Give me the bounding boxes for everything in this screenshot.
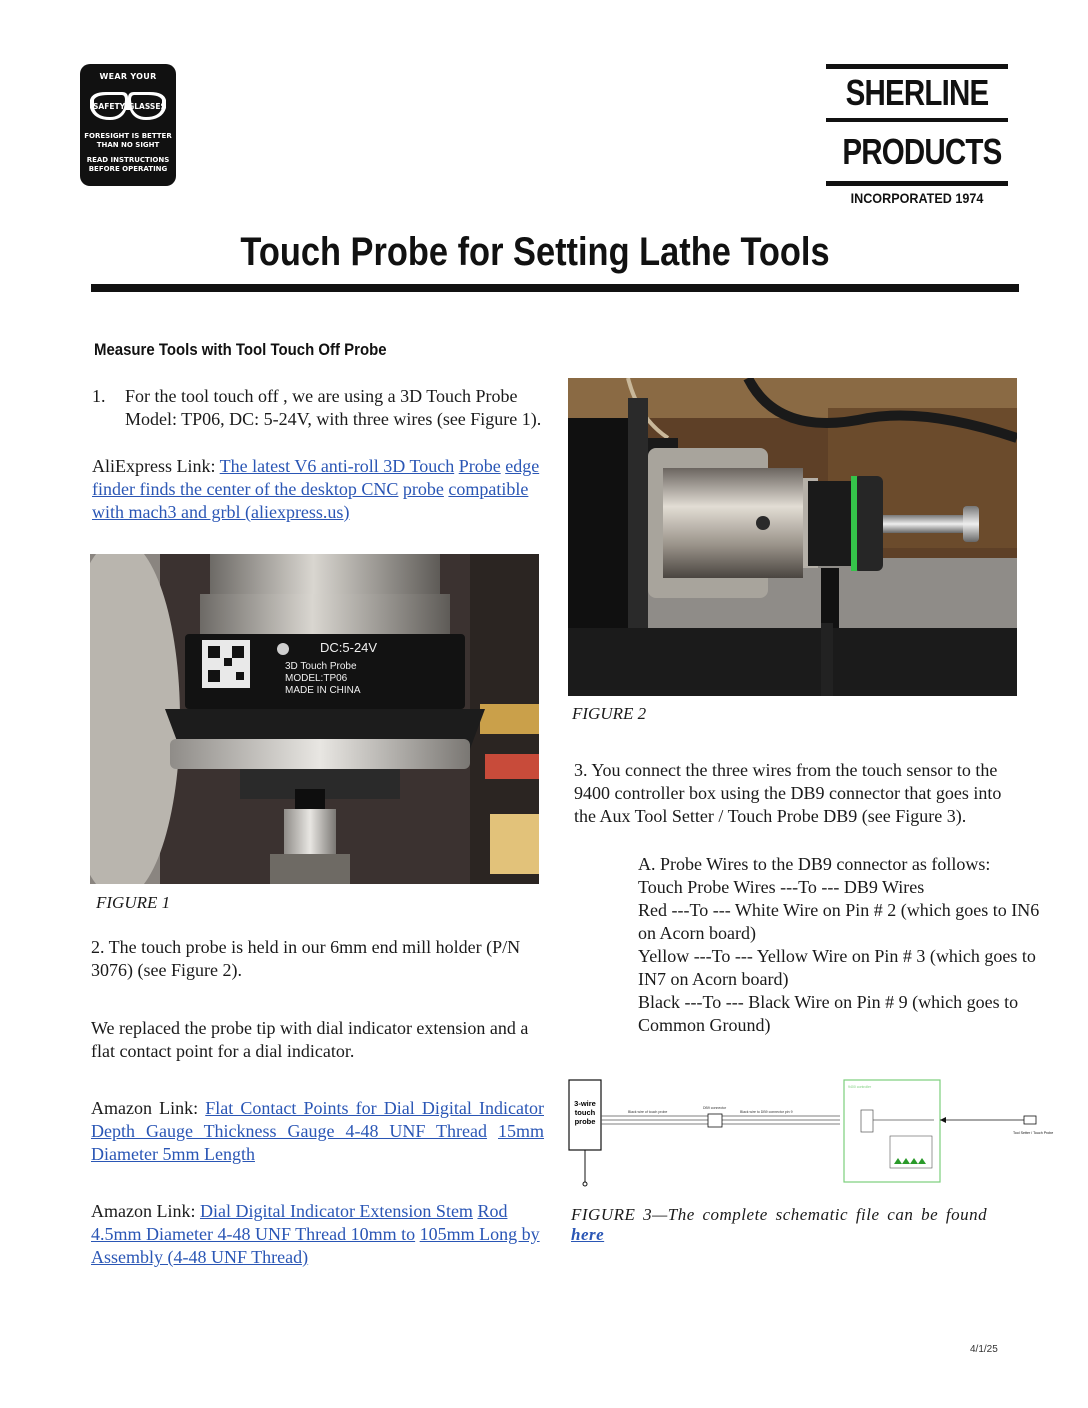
amazon1-link-contact-points[interactable]: Flat Contact Points for Dial Digital Indicator [205, 1098, 544, 1118]
svg-text:Black wire to DB9 connector pi: Black wire to DB9 connector pin 9 [740, 1110, 793, 1114]
fig1-label-probe: 3D Touch Probe [285, 661, 357, 672]
sherline-logo [826, 64, 1008, 186]
figure3-here-link[interactable]: here [571, 1225, 605, 1244]
figure2-photo [568, 378, 1017, 696]
amazon1-link-depth-gauge[interactable]: Depth Gauge Thickness Gauge 4-48 UNF Thread [91, 1121, 488, 1141]
step3-line-black: Black ---To --- Black Wire on Pin # 9 (which goes to Common Ground) [638, 992, 1019, 1035]
title-rule [91, 284, 1019, 292]
amazon1-prefix: Amazon Link: [91, 1098, 206, 1118]
logo-bar-mid [826, 118, 1008, 122]
step3-line-a: A. Probe Wires to the DB9 connector as follows: [638, 854, 991, 874]
fig1-label-dc: DC:5-24V [320, 640, 378, 655]
badge-read-line1: READ INSTRUCTIONS [86, 156, 170, 164]
step3-line-yellow: Yellow ---To --- Yellow Wire on Pin # 3 (which goes to IN7 on Acorn board) [638, 946, 1036, 989]
safety-glasses-badge [80, 64, 176, 186]
badge-read-instructions [80, 156, 176, 174]
step1-number: 1. [92, 386, 106, 406]
badge-foresight-line1: FORESIGHT IS BETTER [84, 132, 172, 140]
figure3-caption [571, 1205, 1003, 1245]
figure3-schematic [568, 1076, 1058, 1190]
badge-read-line2: BEFORE OPERATING [88, 165, 168, 173]
fig1-label-made: MADE IN CHINA [285, 685, 361, 696]
amazon-link-paragraph-2 [91, 1200, 545, 1269]
lathe-probe-mounted-image [568, 378, 1017, 696]
replaced-text: We replaced the probe tip with dial indicator extension and a flat contact point for a dial indicator. [91, 1018, 529, 1061]
aliexpress-link-finder[interactable]: edge finder finds the center of the desktop CNC [92, 456, 540, 499]
schematic-right-label: Tool Setter / Touch Probe [1013, 1131, 1054, 1135]
aliexpress-link-probe[interactable]: Probe [458, 456, 501, 476]
step1-text: For the tool touch off , we are using a 3D Touch Probe Model: TP06, DC: 5-24V, with three wires (see Figure 1). [125, 386, 542, 429]
wiring-schematic-image [568, 1076, 1058, 1190]
amazon2-prefix: Amazon Link: [91, 1201, 200, 1221]
badge-glasses-text: GLASSES [128, 102, 166, 111]
aliexpress-paragraph [92, 455, 542, 524]
figure2-caption: FIGURE 2 [572, 704, 647, 723]
aliexpress-link-compat[interactable]: compatible with mach3 and grbl (aliexpress.us) [92, 479, 529, 522]
step3-line-red: Red ---To --- White Wire on Pin # 2 (which goes to IN6 on Acorn board) [638, 900, 1040, 943]
badge-foresight [80, 132, 176, 150]
figure3-caption-text: FIGURE 3—The complete schematic file can be found [571, 1205, 988, 1224]
safety-glasses-icon [86, 86, 170, 126]
fig1-label-model: MODEL:TP06 [285, 673, 348, 684]
step3-wire-list [638, 853, 1060, 1037]
badge-safety-text: SAFETY [93, 102, 125, 111]
amazon2-link-assembly[interactable]: 105mm Long by Assembly (4-48 UNF Thread) [91, 1224, 540, 1267]
figure1-photo [90, 554, 539, 884]
aliexpress-link[interactable]: The latest V6 anti-roll 3D Touch [219, 456, 455, 476]
svg-text:Black wire of touch probe: Black wire of touch probe [628, 1110, 668, 1114]
page-title: Touch Probe for Setting Lathe Tools [240, 230, 830, 274]
logo-sherline: SHERLINE [845, 72, 989, 113]
amazon1-link-diameter[interactable]: 15mm Diameter 5mm Length [91, 1121, 545, 1164]
amazon2-link-extension-stem[interactable]: Dial Digital Indicator Extension Stem [199, 1201, 473, 1221]
figure1-caption: FIGURE 1 [96, 893, 171, 912]
logo-bar-bottom [826, 181, 1008, 186]
amazon2-link-rod[interactable]: Rod 4.5mm Diameter 4-48 UNF Thread 10mm to [91, 1201, 508, 1244]
section-heading: Measure Tools with Tool Touch Off Probe [94, 340, 387, 359]
step2-text: 2. The touch probe is held in our 6mm end mill holder (P/N 3076) (see Figure 2). [91, 937, 521, 980]
page-date: 4/1/25 [970, 1344, 998, 1355]
logo-incorporated: INCORPORATED 1974 [850, 190, 984, 206]
schematic-probe-label: 3-wire touch probe [574, 1099, 596, 1126]
logo-bar-top [826, 64, 1008, 69]
touch-probe-closeup-image [90, 554, 539, 884]
svg-text:9400 controller: 9400 controller [848, 1085, 872, 1089]
logo-products: PRODUCTS [842, 131, 1002, 172]
badge-foresight-line2: THAN NO SIGHT [96, 141, 160, 149]
svg-text:DB9 connector: DB9 connector [703, 1106, 727, 1110]
aliexpress-link-probe2[interactable]: probe [402, 479, 444, 499]
step3-line-header: Touch Probe Wires ---To --- DB9 Wires [638, 877, 925, 897]
badge-wear-your: WEAR YOUR [99, 72, 157, 81]
step3-intro: 3. You connect the three wires from the touch sensor to the 9400 controller box using the DB9 connector that goes into the Aux Tool Setter / Touch Probe DB9 (see Figure 3). [574, 760, 1002, 826]
amazon-link-paragraph-1 [91, 1097, 544, 1166]
aliexpress-prefix: AliExpress Link: [92, 456, 220, 476]
